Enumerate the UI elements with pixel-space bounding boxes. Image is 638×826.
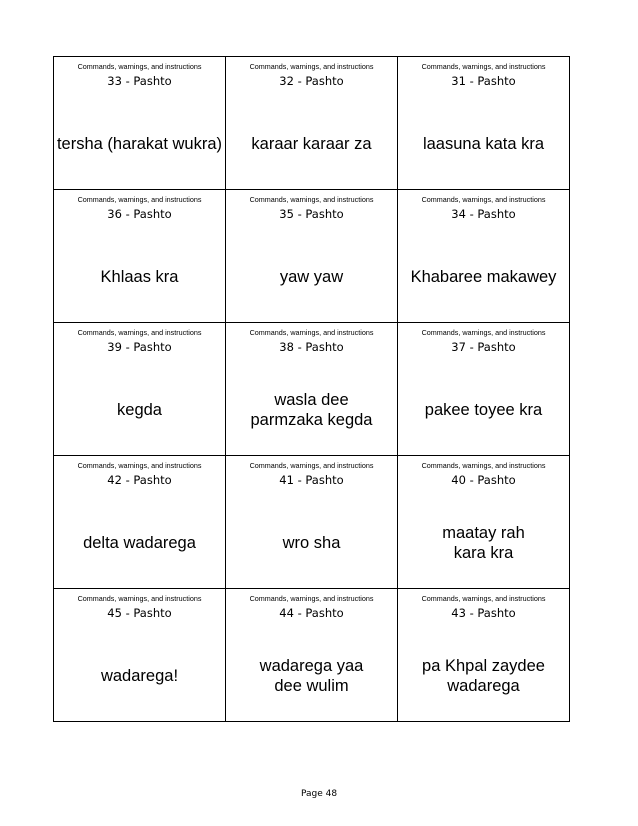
card-phrase — [398, 641, 569, 711]
flashcard — [226, 589, 398, 721]
card-category: Commands, warnings, and instructions — [77, 62, 202, 71]
card-phrase-line: karaar karaar za — [251, 135, 372, 153]
card-phrase — [54, 641, 225, 711]
card-category: Commands, warnings, and instructions — [249, 461, 374, 470]
card-phrase — [226, 375, 397, 445]
flashcard — [398, 57, 569, 190]
flashcard — [54, 589, 226, 721]
card-number: 34 - Pashto — [451, 207, 516, 221]
card-phrase — [226, 242, 397, 312]
card-phrase-line: Khlaas kra — [100, 268, 179, 286]
card-phrase — [54, 508, 225, 578]
flashcard-grid — [53, 56, 570, 722]
card-number: 36 - Pashto — [107, 207, 172, 221]
card-category: Commands, warnings, and instructions — [77, 195, 202, 204]
card-phrase-line: wadarega — [447, 677, 520, 695]
card-category: Commands, warnings, and instructions — [421, 594, 546, 603]
card-phrase-line: wadarega yaa — [259, 657, 364, 675]
flashcard — [54, 323, 226, 456]
flashcard — [226, 456, 398, 589]
flashcard — [226, 323, 398, 456]
card-number: 42 - Pashto — [107, 473, 172, 487]
card-number: 43 - Pashto — [451, 606, 516, 620]
card-phrase — [226, 109, 397, 179]
card-phrase — [398, 375, 569, 445]
card-phrase-line: kara kra — [453, 544, 514, 562]
card-category: Commands, warnings, and instructions — [421, 328, 546, 337]
card-phrase-line: kegda — [117, 401, 162, 419]
card-phrase-line: maatay rah — [442, 524, 525, 542]
card-category: Commands, warnings, and instructions — [249, 195, 374, 204]
card-phrase — [54, 109, 225, 179]
page-number: Page 48 — [300, 789, 338, 799]
card-phrase-line: wro sha — [282, 534, 341, 552]
card-category: Commands, warnings, and instructions — [421, 195, 546, 204]
flashcard — [226, 190, 398, 323]
card-phrase-line: dee wulim — [274, 677, 349, 695]
card-number: 44 - Pashto — [279, 606, 344, 620]
flashcard — [54, 57, 226, 190]
card-phrase — [226, 641, 397, 711]
card-phrase-line: wadarega! — [100, 667, 179, 685]
card-category: Commands, warnings, and instructions — [77, 594, 202, 603]
card-phrase — [398, 109, 569, 179]
flashcard — [398, 456, 569, 589]
card-category: Commands, warnings, and instructions — [77, 461, 202, 470]
card-category: Commands, warnings, and instructions — [249, 62, 374, 71]
card-phrase — [54, 375, 225, 445]
card-number: 35 - Pashto — [279, 207, 344, 221]
flashcard — [398, 190, 569, 323]
card-category: Commands, warnings, and instructions — [249, 594, 374, 603]
card-phrase — [398, 508, 569, 578]
flashcard — [226, 57, 398, 190]
card-number: 45 - Pashto — [107, 606, 172, 620]
card-phrase — [54, 242, 225, 312]
card-number: 31 - Pashto — [451, 74, 516, 88]
card-phrase — [398, 242, 569, 312]
card-phrase-line: parmzaka kegda — [250, 411, 373, 429]
card-number: 38 - Pashto — [279, 340, 344, 354]
flashcard — [54, 190, 226, 323]
card-number: 40 - Pashto — [451, 473, 516, 487]
card-number: 39 - Pashto — [107, 340, 172, 354]
card-phrase — [226, 508, 397, 578]
card-phrase-line: tersha (harakat wukra) — [56, 135, 223, 153]
card-category: Commands, warnings, and instructions — [249, 328, 374, 337]
card-number: 41 - Pashto — [279, 473, 344, 487]
card-phrase-line: delta wadarega — [83, 534, 196, 552]
card-category: Commands, warnings, and instructions — [421, 62, 546, 71]
card-phrase-line: Khabaree makawey — [410, 268, 557, 286]
card-phrase-line: yaw yaw — [279, 268, 344, 286]
card-number: 37 - Pashto — [451, 340, 516, 354]
card-category: Commands, warnings, and instructions — [421, 461, 546, 470]
card-phrase-line: wasla dee — [274, 391, 349, 409]
card-phrase-line: laasuna kata kra — [422, 135, 545, 153]
flashcard — [398, 589, 569, 721]
card-phrase-line: pa Khpal zaydee — [422, 657, 545, 675]
card-number: 32 - Pashto — [279, 74, 344, 88]
flashcard — [398, 323, 569, 456]
card-category: Commands, warnings, and instructions — [77, 328, 202, 337]
card-number: 33 - Pashto — [107, 74, 172, 88]
card-phrase-line: pakee toyee kra — [424, 401, 543, 419]
flashcard — [54, 456, 226, 589]
